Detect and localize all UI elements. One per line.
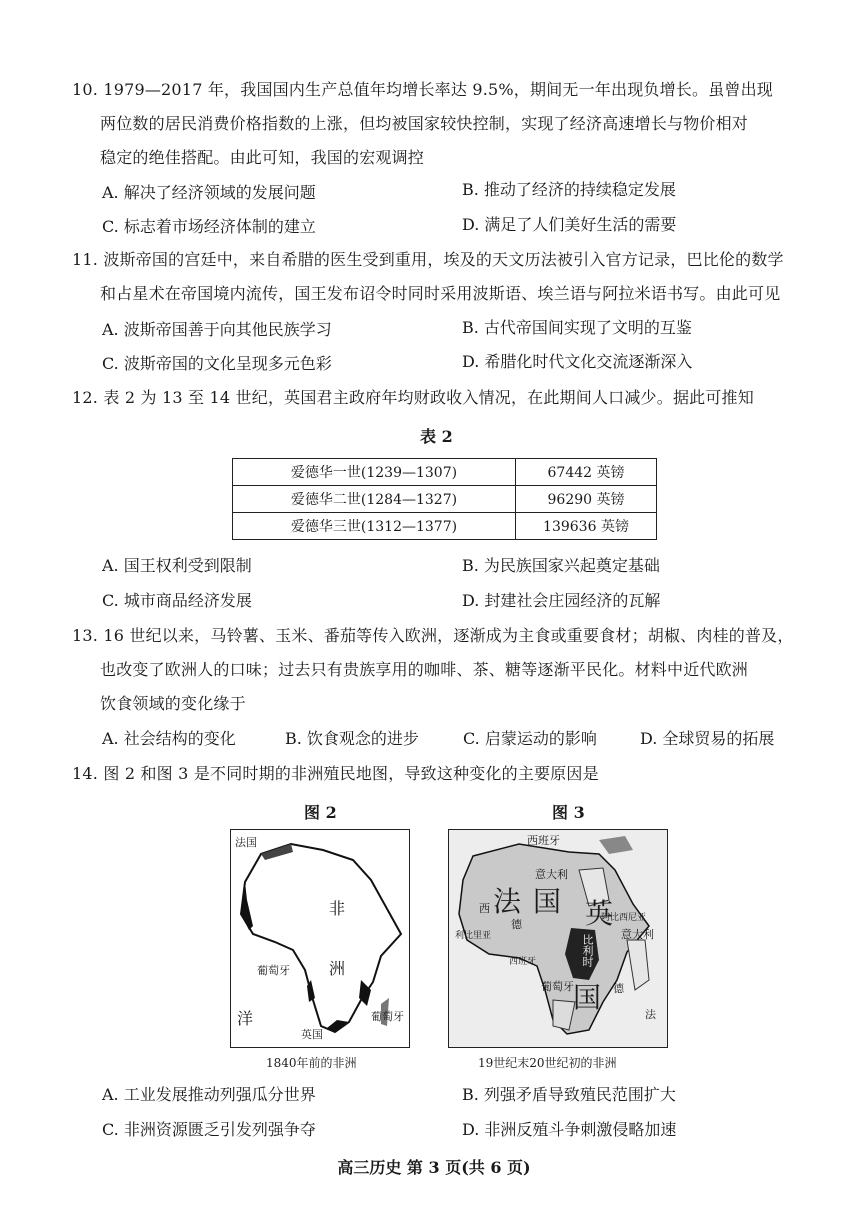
figure2-map: [230, 829, 410, 1048]
q12-option-d: D. 封建社会庄园经济的瓦解: [462, 591, 661, 610]
q13-stem-line1: 13. 16 世纪以来，马铃薯、玉米、番茄等传入欧洲，逐渐成为主食或重要食材；胡椒、肉桂的普及，: [72, 626, 794, 645]
fig3-label-spain: 西班牙: [527, 834, 560, 847]
fig2-label-britain: 英国: [301, 1028, 323, 1041]
table-cell-income: 67442 英镑: [516, 459, 657, 486]
q13-option-c: C. 启蒙运动的影响: [463, 729, 597, 748]
q10-option-a: A. 解决了经济领域的发展问题: [102, 183, 316, 202]
q11-option-b: B. 古代帝国间实现了文明的互鉴: [462, 318, 692, 337]
q13-option-d: D. 全球贸易的拓展: [640, 729, 775, 748]
fig3-label-uk-2: 国: [573, 981, 602, 1014]
fig2-label-ocean: 洋: [237, 1009, 254, 1028]
q10-stem-line3: 稳定的绝佳搭配。由此可知，我国的宏观调控: [100, 148, 425, 167]
fig3-label-liberia: 利比里亚: [455, 931, 492, 941]
fig3-label-france-south: 法: [645, 1008, 656, 1021]
q10-option-c: C. 标志着市场经济体制的建立: [102, 217, 316, 236]
q10-stem-line2: 两位数的居民消费价格指数的上涨，但均被国家较快控制，实现了经济高速增长与物价相对: [100, 114, 749, 133]
fig2-label-france: 法国: [235, 836, 257, 849]
figure3-map: [448, 829, 668, 1048]
table-2: [232, 458, 657, 540]
figure2-caption: 1840年前的非洲: [266, 1056, 357, 1070]
fig3-label-italy-2: 意大利: [621, 928, 654, 941]
fig3-label-belgium: 比利时: [581, 934, 594, 967]
table-cell-king: 爱德华三世(1312—1377): [233, 513, 516, 540]
q14-option-d: D. 非洲反殖斗争刺激侵略加速: [462, 1120, 677, 1139]
figure3-title: 图 3: [552, 803, 585, 822]
table-cell-income: 96290 英镑: [516, 486, 657, 513]
fig2-label-continent-1: 非: [329, 899, 346, 918]
fig3-label-portugal: 葡萄牙: [541, 980, 574, 993]
figure2-title: 图 2: [304, 803, 337, 822]
q13-option-a: A. 社会结构的变化: [102, 729, 236, 748]
q12-option-a: A. 国王权利受到限制: [102, 556, 252, 575]
figure3-caption: 19世纪末20世纪初的非洲: [478, 1056, 617, 1070]
q14-option-a: A. 工业发展推动列强瓜分世界: [102, 1085, 316, 1104]
q13-stem-line2: 也改变了欧洲人的口味；过去只有贵族享用的咖啡、茶、糖等逐渐平民化。材料中近代欧洲: [100, 660, 749, 679]
q10-option-b: B. 推动了经济的持续稳定发展: [462, 180, 676, 199]
q14-option-b: B. 列强矛盾导致殖民范围扩大: [462, 1085, 676, 1104]
page-footer: 高三历史 第 3 页(共 6 页): [337, 1158, 531, 1177]
table-row: [233, 513, 657, 540]
table-row: [233, 486, 657, 513]
q10-option-d: D. 满足了人们美好生活的需要: [462, 215, 677, 234]
table2-caption: 表 2: [420, 427, 453, 446]
q11-option-c: C. 波斯帝国的文化呈现多元色彩: [102, 354, 332, 373]
fig3-label-uk-1: 英: [585, 897, 614, 930]
q13-option-b: B. 饮食观念的进步: [285, 729, 419, 748]
fig3-label-spain-2: 西: [479, 902, 490, 915]
q11-stem-line2: 和占星术在帝国境内流传，国王发布诏令时同时采用波斯语、埃兰语与阿拉米语书写。由此可见: [100, 284, 781, 303]
fig3-label-ethiopia: 阿比西尼亚: [601, 913, 647, 923]
q11-stem-line1: 11. 波斯帝国的宫廷中，来自希腊的医生受到重用，埃及的天文历法被引入官方记录，巴比伦的数学: [72, 250, 784, 269]
q11-option-a: A. 波斯帝国善于向其他民族学习: [102, 320, 332, 339]
fig3-label-germany: 德: [511, 918, 522, 931]
fig3-label-germany-2: 德: [613, 982, 624, 995]
fig3-label-france-2: 国: [533, 885, 562, 918]
table-row: [233, 459, 657, 486]
fig2-label-portugal-east: 葡萄牙: [371, 1010, 404, 1023]
q12-option-b: B. 为民族国家兴起奠定基础: [462, 556, 660, 575]
fig3-label-france-1: 法: [493, 885, 522, 918]
q10-stem-line1: 10. 1979—2017 年，我国国内生产总值年均增长率达 9.5%，期间无一年出现负增长。虽曾出现: [72, 80, 773, 99]
fig3-label-italy: 意大利: [535, 868, 568, 881]
fig3-label-spain-3: 西班牙: [509, 957, 537, 967]
q12-stem-line1: 12. 表 2 为 13 至 14 世纪，英国君主政府年均财政收入情况，在此期间人口减少。据此可推知: [72, 388, 754, 407]
q14-option-c: C. 非洲资源匮乏引发列强争夺: [102, 1120, 316, 1139]
table-cell-king: 爱德华二世(1284—1327): [233, 486, 516, 513]
q11-option-d: D. 希腊化时代文化交流逐渐深入: [462, 352, 693, 371]
q14-stem-line1: 14. 图 2 和图 3 是不同时期的非洲殖民地图，导致这种变化的主要原因是: [72, 764, 599, 783]
fig2-label-portugal-west: 葡萄牙: [257, 964, 290, 977]
q13-stem-line3: 饮食领域的变化缘于: [100, 694, 246, 713]
fig2-label-continent-2: 洲: [329, 959, 346, 978]
table-cell-king: 爱德华一世(1239—1307): [233, 459, 516, 486]
table-cell-income: 139636 英镑: [516, 513, 657, 540]
q12-option-c: C. 城市商品经济发展: [102, 591, 252, 610]
